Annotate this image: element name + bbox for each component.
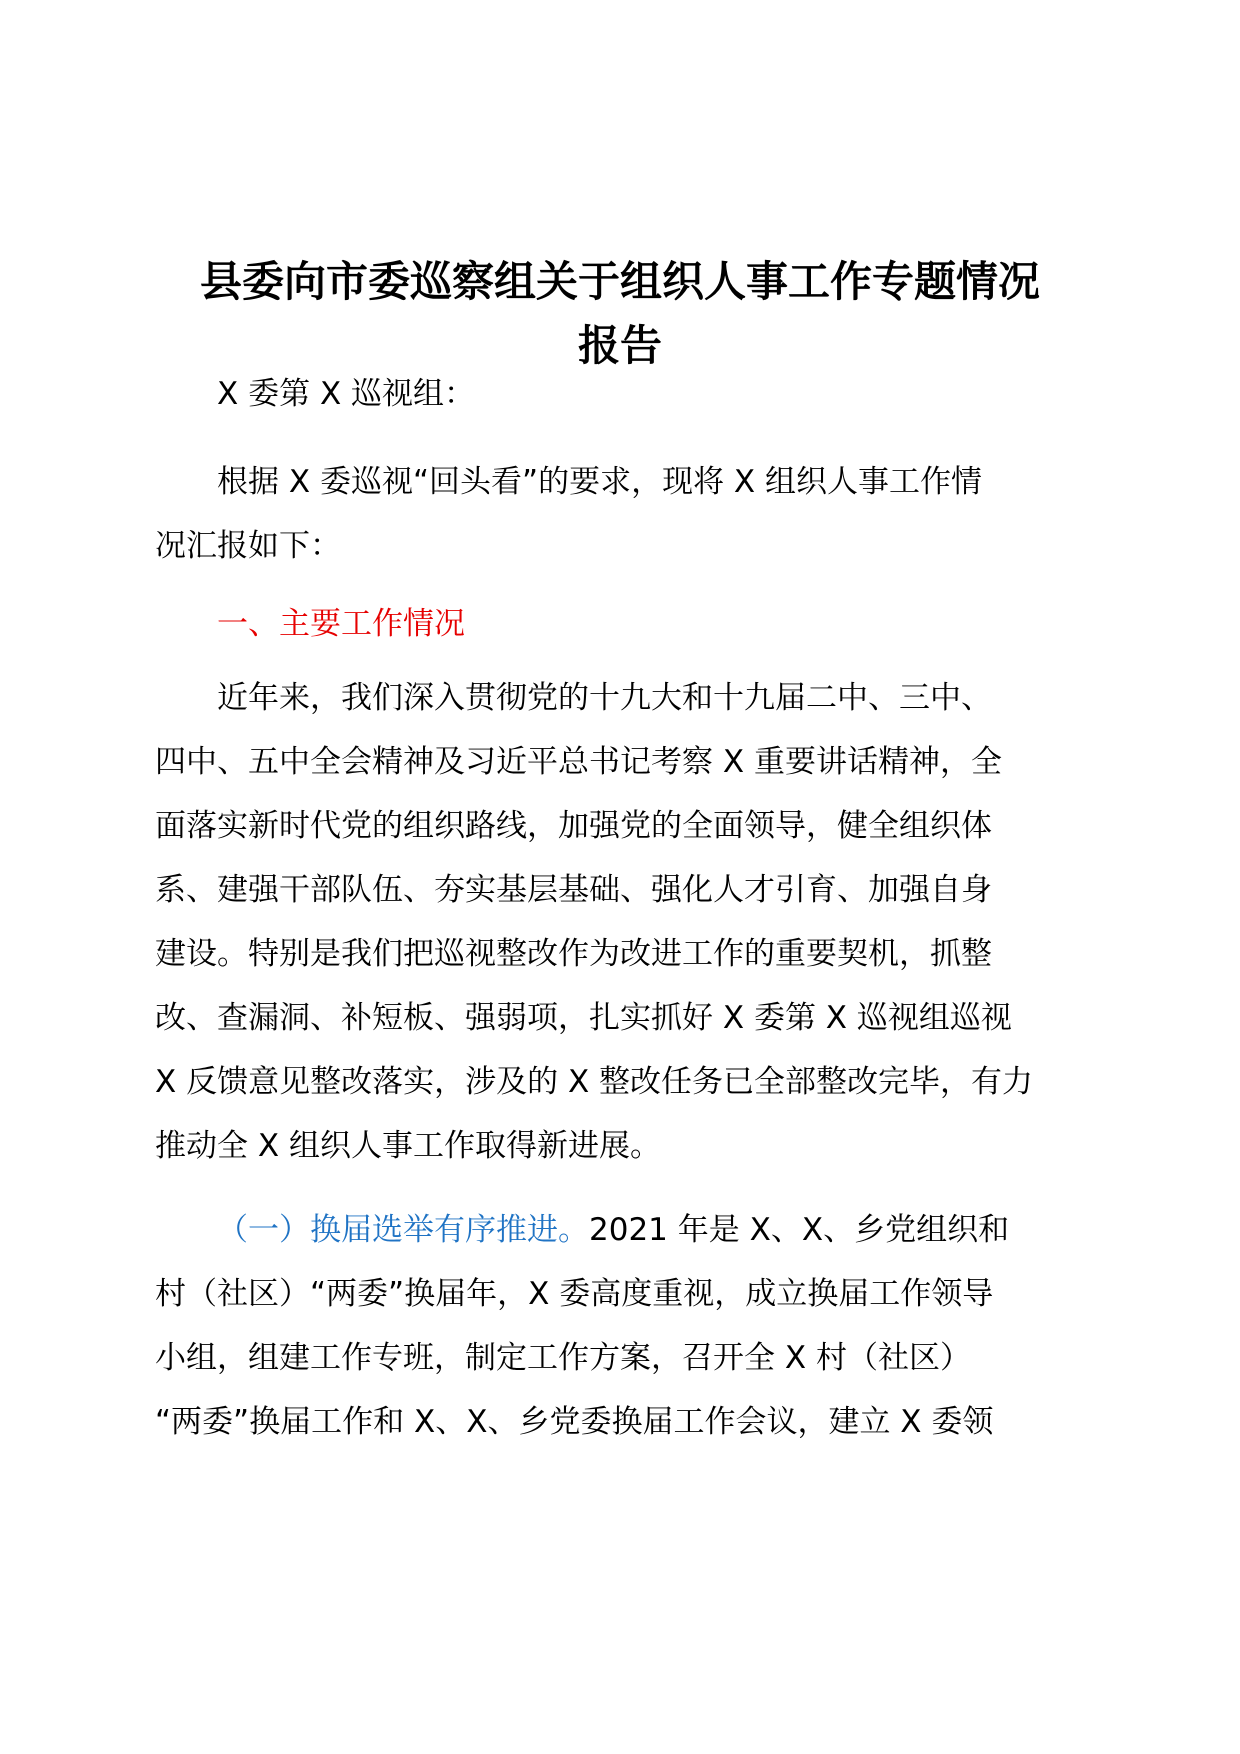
document-body xyxy=(155,362,1095,1454)
paragraph-line: 近年来，我们深入贯彻党的十九大和十九届二中、三中、 xyxy=(217,680,992,716)
paragraph-line: 系、建强干部队伍、夯实基层基础、强化人才引育、加强自身 xyxy=(155,872,992,908)
paragraph-line: 建设。特别是我们把巡视整改作为改进工作的重要契机，抓整 xyxy=(155,936,992,972)
subsection-first-line xyxy=(155,1198,1095,1262)
title-line-1: 县委向市委巡察组关于组织人事工作专题情况 xyxy=(199,257,1040,306)
paragraph-line: 面落实新时代党的组织路线，加强党的全面领导，健全组织体 xyxy=(155,808,992,844)
section-heading-1: 一、主要工作情况 xyxy=(217,606,465,642)
document-title xyxy=(150,250,1090,378)
paragraph-line: 小组，组建工作专班，制定工作方案，召开全 X 村（社区） xyxy=(155,1340,971,1376)
intro-line-1: 根据 X 委巡视“回头看”的要求，现将 X 组织人事工作情 xyxy=(217,464,983,500)
paragraph-line: 推动全 X 组织人事工作取得新进展。 xyxy=(155,1128,661,1164)
subsection-heading-1: （一）换届选举有序推进。 xyxy=(217,1212,589,1248)
title-line-2: 报告 xyxy=(577,321,662,370)
subsection-first-line-text: 2021 年是 X、X、乡党组织和 xyxy=(589,1212,1010,1248)
paragraph-line: 四中、五中全会精神及习近平总书记考察 X 重要讲话精神，全 xyxy=(155,744,1002,780)
paragraph-line: 改、查漏洞、补短板、强弱项，扎实抓好 X 委第 X 巡视组巡视 xyxy=(155,1000,1012,1036)
paragraph-line: “两委”换届工作和 X、X、乡党委换届工作会议，建立 X 委领 xyxy=(155,1404,994,1440)
intro-line-2: 况汇报如下： xyxy=(155,528,341,564)
paragraph-line: 村（社区）“两委”换届年，X 委高度重视，成立换届工作领导 xyxy=(155,1276,994,1312)
salutation: X 委第 X 巡视组： xyxy=(217,376,476,412)
paragraph-line: X 反馈意见整改落实，涉及的 X 整改任务已全部整改完毕，有力 xyxy=(155,1064,1034,1100)
